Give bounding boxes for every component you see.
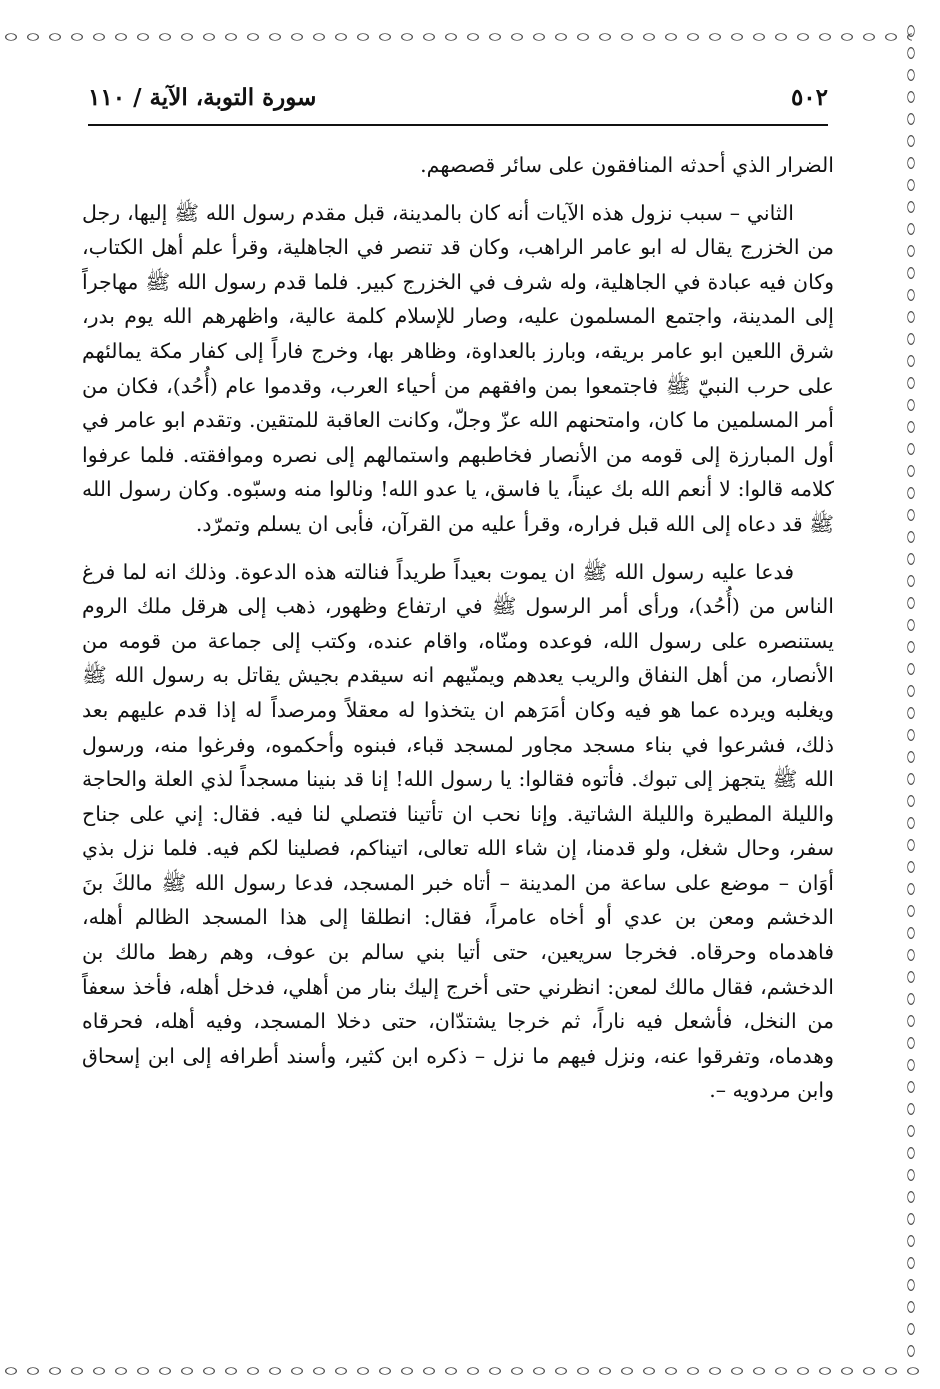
header-divider xyxy=(88,124,828,126)
paragraph-continuation: الضرار الذي أحدثه المنافقون على سائر قصصهم. xyxy=(420,153,834,177)
decorative-border-top xyxy=(0,26,912,48)
page-number: ٥٠٢ xyxy=(790,84,828,111)
page-header xyxy=(88,78,828,118)
decorative-border-bottom xyxy=(0,1360,925,1382)
paragraph-second-reason: الثاني – سبب نزول هذه الآيات أنه كان بالمدينة، قبل مقدم رسول الله ﷺ إليها، رجل من الخزرج يقال له ابو عامر الراهب، وكان قد تنصر في الجاهلية، وقرأ علم أهل الكتاب، وكان فيه عبادة في الجاهلية، وله شرف في الخزرج كبير. فلما قدم رسول الله ﷺ مهاجراً إلى المدينة، واجتمع المسلمون عليه، وصار للإسلام كلمة عالية، واظهرهم الله يوم بدر، شرق اللعين ابو عامر بريقه، وبارز بالعداوة، وظاهر بها، وخرج فاراً إلى كفار مكة يمالئهم على حرب النبيّ ﷺ فاجتمعوا بمن وافقهم من أحياء العرب، وقدموا عام (أُحُد)، فكان من أمر المسلمين ما كان، وامتحنهم الله عزّ وجلّ، وكانت العاقبة للمتقين. وتقدم ابو عامر في أول المبارزة إلى قومه من الأنصار فخاطبهم واستمالهم إلى نصره وموافقته. فلما عرفوا كلامه قالوا: لا أنعم الله بك عيناً، يا فاسق، يا عدو الله! ونالوا منه وسبّوه. وكان رسول الله ﷺ قد دعاه إلى الله قبل فراره، وقرأ عليه من القرآن، فأبى ان يسلم وتمرّد. xyxy=(82,200,835,536)
paragraph-prophet-prayer: فدعا عليه رسول الله ﷺ ان يموت بعيداً طريداً فنالته هذه الدعوة. وذلك انه لما فرغ الناس من (أُحُد)، ورأى أمر الرسول ﷺ في ارتفاع وظهور، ذهب إلى هرقل ملك الروم يستنصره على رسول الله، فوعده ومنّاه، واقام عنده، وكتب إلى جماعة من قومه من الأنصار، من أهل النفاق والريب يعدهم ويمنّيهم انه سيقدم بجيش يقاتل به رسول الله ﷺ ويغلبه ويرده عما هو فيه وكان أمَرَهم ان يتخذوا له معقلاً ومرصداً له إذا قدم عليهم بعد ذلك، فشرعوا في بناء مسجد مجاور لمسجد قباء، فبنوه وأحكموه، وفرغوا منه، ورسول الله ﷺ يتجهز إلى تبوك. فأتوه فقالوا: يا رسول الله! إنا قد بنينا مسجداً لذي العلة والحاجة والليلة المطيرة والليلة الشاتية. وإنا نحب ان تأتينا فتصلي لنا فيه. فقال: إني على جناح سفر، وحال شغل، ولو قدمنا، إن شاء الله تعالى، اتيناكم، فصلينا لكم فيه. فلما نزل بذي أوَان – موضع على ساعة من المدينة – أتاه خبر المسجد، فدعا رسول الله ﷺ مالكَ بنَ الدخشم ومعن بن عدي أو أخاه عامراً، فقال: انطلقا إلى هذا المسجد الظالم أهله، فاهدماه وحرقاه. فخرجا سريعين، حتى أتيا بني سالم بن عوف، وهم رهط مالك بن الدخشم، فقال مالك لمعن: انظرني حتى أخرج إليك بنار من أهلي، فدخل أهله، فأخذ سعفاً من النخل، فأشعل فيه ناراً، ثم خرجا يشتدّان، حتى دخلا المسجد، وفيه أهله، فحرقاه وهدماه، وتفرقوا عنه، ونزل فيهم ما نزل – ذكره ابن كثير، وأسند أطرافه إلى ابن إسحاق وابن مردويه –. xyxy=(82,559,834,1103)
surah-title: سورة التوبة، الآية / ١١٠ xyxy=(88,84,317,111)
page-body xyxy=(82,148,834,1108)
decorative-border-right xyxy=(900,20,922,1365)
